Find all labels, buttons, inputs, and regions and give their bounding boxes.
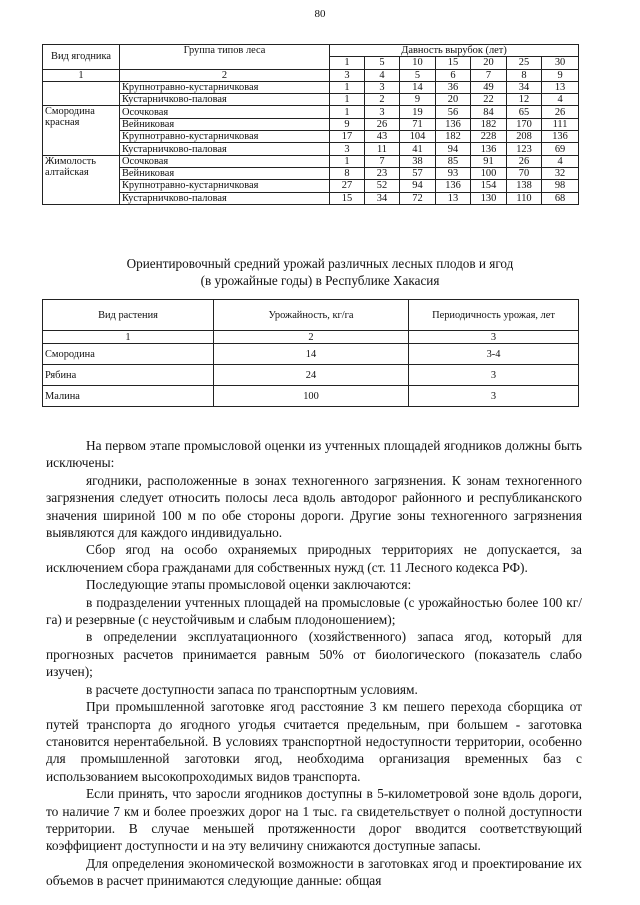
- yield-value: 98: [542, 180, 579, 192]
- yield-value: 84: [471, 106, 507, 118]
- paragraph: При промышленной заготовке ягод расстояние 3 км пешего перехода сборщика от путей транспорта до ягодного угодья считается предельным, при большем - заготовка становится нерентабельной. В условиях транспортной недоступности территории, особенно для промышленной заготовки ягод, необходима организация временных баз с использованием высокопроходимых видов транспорта.: [46, 699, 582, 784]
- species-altai-honeysuckle: Жимолость алтайская: [43, 155, 120, 204]
- yield-value: 32: [542, 167, 579, 179]
- yield-value: 130: [471, 192, 507, 204]
- periodicity-value: 3-4: [409, 344, 579, 365]
- yield-value: 228: [471, 131, 507, 143]
- yield-value: 26: [365, 118, 400, 130]
- column-number: 3: [330, 69, 365, 81]
- plant-name: Малина: [43, 386, 214, 407]
- paragraph: На первом этапе промысловой оценки из учтенных площадей ягодников должны быть исключены:: [46, 438, 582, 471]
- column-number: 1: [43, 331, 214, 344]
- section-title: [60, 255, 580, 289]
- yield-value: 8: [330, 167, 365, 179]
- forest-group: Осочковая: [120, 106, 330, 118]
- yield-value: 104: [400, 131, 436, 143]
- yield-value: 138: [507, 180, 542, 192]
- yield-value: 136: [436, 180, 471, 192]
- yield-value: 4: [542, 94, 579, 106]
- yield-value: 34: [507, 81, 542, 93]
- yield-value: 100: [471, 167, 507, 179]
- table-row: [43, 106, 579, 118]
- yield-value: 34: [365, 192, 400, 204]
- periodicity-value: 3: [409, 386, 579, 407]
- section-title-line-1: Ориентировочный средний урожай различных лесных плодов и ягод: [126, 256, 514, 271]
- yield-value: 57: [400, 167, 436, 179]
- column-number: 8: [507, 69, 542, 81]
- paragraph: Сбор ягод на особо охраняемых природных территориях не допускается, за исключением сбора гражданами для собственных нужд (ст. 11 Лесного кодекса РФ).: [46, 542, 582, 575]
- yield-value: 111: [542, 118, 579, 130]
- yield-value: 20: [436, 94, 471, 106]
- table-row: [43, 131, 579, 143]
- yield-value: 19: [400, 106, 436, 118]
- paragraph: Последующие этапы промысловой оценки заключаются:: [86, 577, 412, 593]
- year-header: 15: [436, 57, 471, 69]
- yield-value: 110: [507, 192, 542, 204]
- column-number: 6: [436, 69, 471, 81]
- header-forest-group: Группа типов леса: [120, 45, 330, 70]
- column-number: 2: [214, 331, 409, 344]
- section-title-line-2: (в урожайные годы) в Республике Хакасия: [200, 273, 440, 288]
- table-row: [43, 365, 579, 386]
- paragraph: в расчете доступности запаса по транспортным условиям.: [86, 681, 418, 697]
- paragraph: Для определения экономической возможности в заготовках ягод и проектирование их объемов в расчет принимаются следующие данные: общая: [46, 855, 582, 889]
- page-number: 80: [314, 8, 326, 20]
- yield-value: 15: [330, 192, 365, 204]
- yield-value: 43: [365, 131, 400, 143]
- yield-value: 208: [507, 131, 542, 143]
- yield-value: 93: [436, 167, 471, 179]
- yield-value: 27: [330, 180, 365, 192]
- header-clearcut-age: Давность вырубок (лет): [330, 45, 579, 57]
- yield-value: 154: [471, 180, 507, 192]
- yield-value: 94: [400, 180, 436, 192]
- yield-value: 85: [436, 155, 471, 167]
- column-number: 3: [409, 331, 579, 344]
- yield-value: 24: [214, 365, 409, 386]
- yield-value: 9: [400, 94, 436, 106]
- forest-group: Кустарничково-паловая: [120, 192, 330, 204]
- yield-value: 2: [365, 94, 400, 106]
- yield-value: 49: [471, 81, 507, 93]
- yield-value: 52: [365, 180, 400, 192]
- forest-group: Осочковая: [120, 155, 330, 167]
- yield-value: 14: [214, 344, 409, 365]
- yield-value: 1: [330, 106, 365, 118]
- column-number: 9: [542, 69, 579, 81]
- periodicity-value: 3: [409, 365, 579, 386]
- yield-value: 94: [436, 143, 471, 155]
- column-number-row: [43, 69, 579, 81]
- yield-value: 56: [436, 106, 471, 118]
- table-row: [43, 118, 579, 130]
- table-row: [43, 81, 579, 93]
- column-number: 4: [365, 69, 400, 81]
- forest-group: Крупнотравно-кустарничковая: [120, 81, 330, 93]
- yield-value: 12: [507, 94, 542, 106]
- header-periodicity: Периодичность урожая, лет: [409, 300, 579, 331]
- yield-value: 17: [330, 131, 365, 143]
- yield-value: 1: [330, 94, 365, 106]
- species-red-currant: Смородина красная: [43, 106, 120, 155]
- forest-group: Вейниковая: [120, 167, 330, 179]
- yield-value: 41: [400, 143, 436, 155]
- forest-group: Кустарничково-паловая: [120, 143, 330, 155]
- table-row: [43, 192, 579, 204]
- year-header: 30: [542, 57, 579, 69]
- yield-value: 7: [365, 155, 400, 167]
- column-number: 1: [43, 69, 120, 81]
- paragraph: ягодники, расположенные в зонах техногенного загрязнения. К зонам техногенного загрязнения следует относить полосы леса вдоль автодорог районного и республиканского значения шириной 100 м по обе стороны дороги. Другие зоны техногенного загрязнения выявляются для каждого индивидуально.: [46, 472, 582, 541]
- table-row: [43, 167, 579, 179]
- yield-value: 22: [471, 94, 507, 106]
- column-number: 5: [400, 69, 436, 81]
- yield-value: 100: [214, 386, 409, 407]
- yield-value: 13: [436, 192, 471, 204]
- species-cell-empty: [43, 81, 120, 106]
- header-plant-species: Вид растения: [43, 300, 214, 331]
- yield-by-clearcut-age-table: [42, 44, 579, 205]
- table-row: [43, 344, 579, 365]
- fruit-yield-table: [42, 299, 579, 407]
- yield-value: 136: [542, 131, 579, 143]
- yield-value: 36: [436, 81, 471, 93]
- year-header: 25: [507, 57, 542, 69]
- forest-group: Крупнотравно-кустарничковая: [120, 180, 330, 192]
- column-number: 7: [471, 69, 507, 81]
- column-number: 2: [120, 69, 330, 81]
- yield-value: 69: [542, 143, 579, 155]
- year-header: 5: [365, 57, 400, 69]
- table-row: [43, 94, 579, 106]
- yield-value: 68: [542, 192, 579, 204]
- yield-value: 9: [330, 118, 365, 130]
- year-header: 10: [400, 57, 436, 69]
- yield-value: 14: [400, 81, 436, 93]
- yield-value: 65: [507, 106, 542, 118]
- table-row: [43, 143, 579, 155]
- column-number-row: [43, 331, 579, 344]
- yield-value: 3: [365, 81, 400, 93]
- plant-name: Рябина: [43, 365, 214, 386]
- yield-value: 170: [507, 118, 542, 130]
- forest-group: Вейниковая: [120, 118, 330, 130]
- year-header: 1: [330, 57, 365, 69]
- yield-value: 38: [400, 155, 436, 167]
- plant-name: Смородина: [43, 344, 214, 365]
- paragraph: в подразделении учтенных площадей на промысловые (с урожайностью более 100 кг/га) и резервные (с неустойчивым и слабым плодоношением);: [46, 594, 582, 628]
- paragraph: Если принять, что заросли ягодников доступны в 5-километровой зоне вдоль дороги, то наличие 7 км и более проезжих дорог на 1 тыс. га свидетельствует о полной доступности территории. В случае меньшей протяженности дорог вводится соответствующий коэффициент доступности и на эту величину снижаются доступные запасы.: [46, 786, 582, 854]
- yield-value: 136: [471, 143, 507, 155]
- yield-value: 123: [507, 143, 542, 155]
- table-row: [43, 386, 579, 407]
- yield-value: 3: [365, 106, 400, 118]
- yield-value: 182: [436, 131, 471, 143]
- yield-value: 26: [507, 155, 542, 167]
- forest-group: Крупнотравно-кустарничковая: [120, 131, 330, 143]
- table-row: [43, 155, 579, 167]
- yield-value: 4: [542, 155, 579, 167]
- yield-value: 26: [542, 106, 579, 118]
- table-row: [43, 180, 579, 192]
- yield-value: 182: [471, 118, 507, 130]
- yield-value: 11: [365, 143, 400, 155]
- yield-value: 1: [330, 155, 365, 167]
- paragraph: в определении эксплуатационного (хозяйственного) запаса ягод, который для прогнозных расчетов принимается равным 50% от биологического (показатель слабо изучен);: [46, 629, 582, 680]
- yield-value: 72: [400, 192, 436, 204]
- forest-group: Кустарничково-паловая: [120, 94, 330, 106]
- header-yield: Урожайность, кг/га: [214, 300, 409, 331]
- yield-value: 91: [471, 155, 507, 167]
- yield-value: 3: [330, 143, 365, 155]
- yield-value: 1: [330, 81, 365, 93]
- yield-value: 136: [436, 118, 471, 130]
- yield-value: 23: [365, 167, 400, 179]
- header-species: Вид ягодника: [43, 45, 120, 70]
- yield-value: 13: [542, 81, 579, 93]
- body-text: [46, 437, 582, 890]
- year-header: 20: [471, 57, 507, 69]
- yield-value: 71: [400, 118, 436, 130]
- yield-value: 70: [507, 167, 542, 179]
